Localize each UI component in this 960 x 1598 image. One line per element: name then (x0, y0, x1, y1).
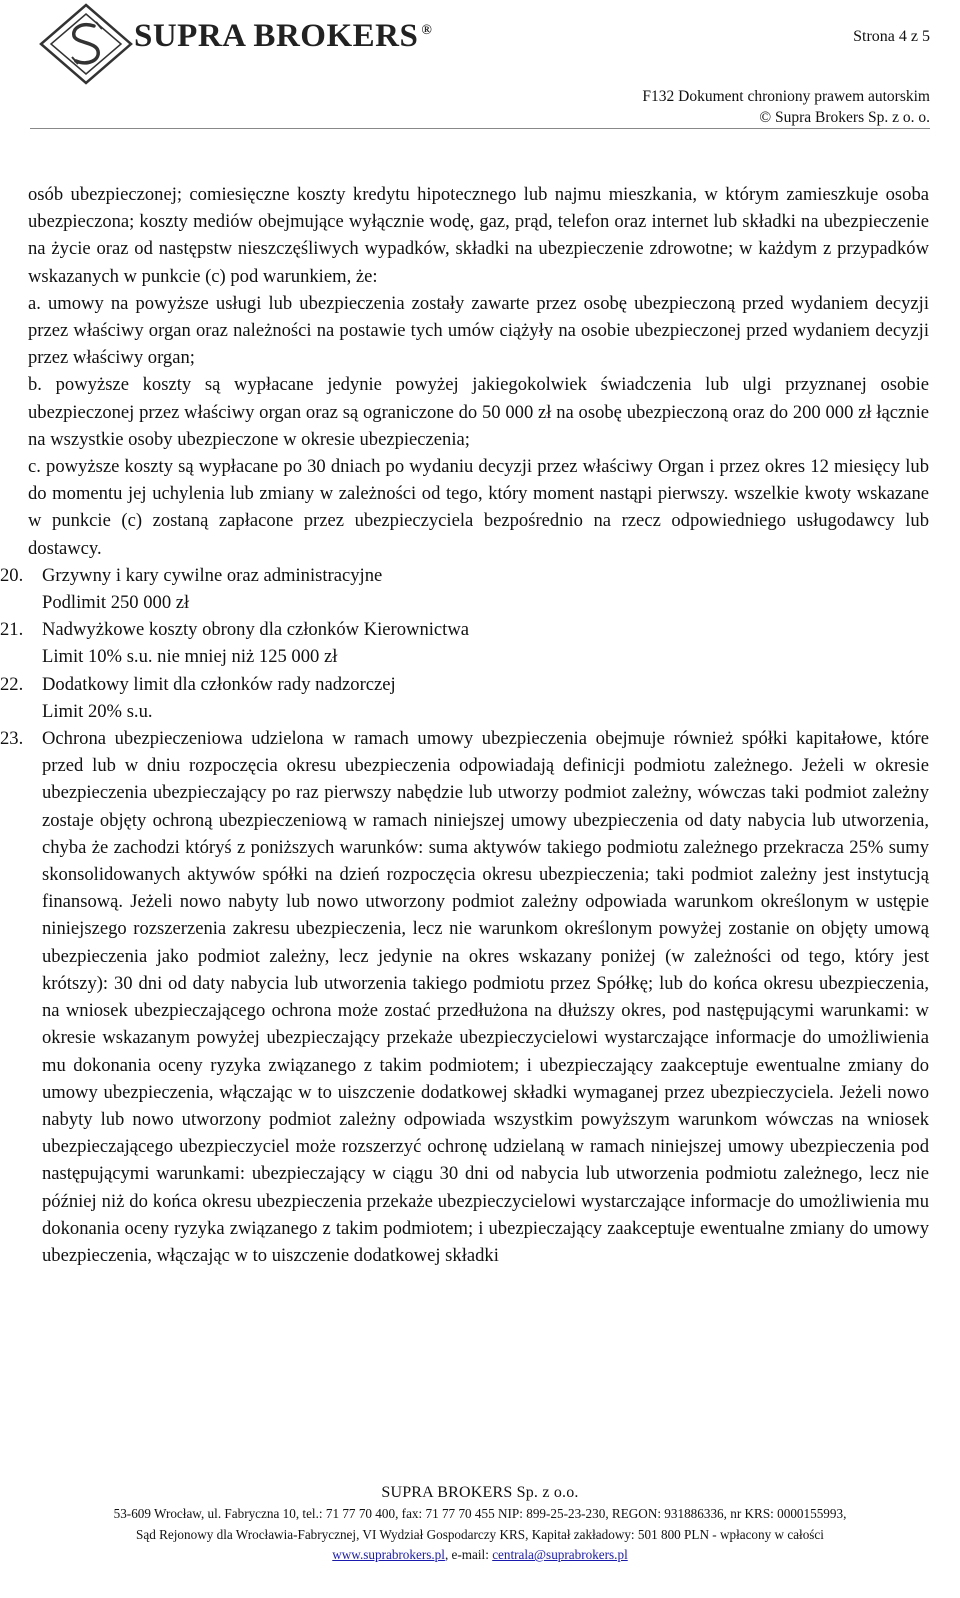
item-title: Grzywny i kary cywilne oraz administracyjne (42, 564, 383, 586)
header-divider (30, 128, 930, 129)
item-title: Nadwyżkowe koszty obrony dla członków Kierownictwa (42, 619, 470, 641)
point-b: b. powyższe koszty są wypłacane jedynie powyżej jakiegokolwiek świadczenia lub ulgi przyznanej osobie ubezpieczonej przez właściwy organ oraz są ograniczone do 50 000 zł na osobę ubezpieczoną oraz do 200 000 zł łącznie na wszystkie osoby ubezpieczone w okresie ubezpieczenia; (28, 374, 929, 450)
page-number: Strona 4 z 5 (853, 28, 930, 45)
footer-address: 53-609 Wrocław, ul. Fabryczna 10, tel.: 71 77 70 400, fax: 71 77 70 455 NIP: 899-25-23-230, REGON: 931886336, nr KRS: 0000155993, (113, 1506, 847, 1521)
item-limit: Podlimit 250 000 zł (42, 592, 190, 614)
item-number: 23. (0, 728, 24, 750)
item-title: Dodatkowy limit dla członków rady nadzorczej (42, 673, 396, 695)
page-header (0, 0, 960, 130)
item-number: 22. (0, 673, 24, 695)
list-item-23 (0, 725, 929, 1269)
supra-brokers-logo-icon (38, 2, 134, 86)
point-a: a. umowy na powyższe usługi lub ubezpieczenia zostały zawarte przez osobę ubezpieczoną przed wydaniem decyzji przez właściwy organ oraz należności na postawie tych umów ciążyły na osobie ubezpieczonej przed wydaniem decyzji przez właściwy organ; (28, 292, 929, 369)
copyright-line-1: F132 Dokument chroniony prawem autorskim (642, 88, 930, 105)
item-number: 21. (0, 619, 24, 641)
intro-paragraph: osób ubezpieczonej; comiesięczne koszty kredytu hipotecznego lub najmu mieszkania, w którym zamieszkuje osoba ubezpieczona; koszty mediów obejmujące wyłącznie wodę, gaz, prąd, telefon oraz internet lub składki na ubezpieczenie na życie oraz od następstw nieszczęśliwych wypadków, składki na ubezpieczenie zdrowotne; w każdym z przypadków wskazanych w punkcie (c) pod warunkiem, że: (28, 184, 929, 287)
footer-court-info: Sąd Rejonowy dla Wrocławia-Fabrycznej, VI Wydział Gospodarczy KRS, Kapitał zakładowy: 501 800 PLN - wpłacony w całości (136, 1526, 824, 1542)
page-footer (0, 1482, 960, 1566)
footer-company-name: SUPRA BROKERS Sp. z o.o. (381, 1484, 579, 1501)
email-label: , e-mail: (444, 1547, 493, 1562)
point-c: c. powyższe koszty są wypłacane po 30 dniach po wydaniu decyzji przez właściwy Organ i przez okres 12 miesięcy lub do momentu jej uchylenia lub zmiany w zależności od tego, który moment nastąpi pierwszy. wszelkie kwoty wskazane w punkcie (c) zostaną zapłacone przez ubezpieczyciela bezpośrednio na rzecz odpowiedniego usługodawcy lub dostawcy. (28, 456, 929, 559)
document-body (0, 181, 929, 1269)
item-limit: Limit 20% s.u. (42, 700, 153, 722)
email-link[interactable]: centrala@suprabrokers.pl (492, 1547, 628, 1562)
logo-wordmark: SUPRA BROKERS ® (134, 18, 433, 54)
copyright-notice (642, 86, 930, 128)
list-item-21 (0, 616, 929, 670)
list-item-22 (0, 671, 929, 725)
list-item-20 (0, 562, 929, 616)
website-link[interactable]: www.suprabrokers.pl (332, 1547, 445, 1562)
item-text: Ochrona ubezpieczeniowa udzielona w ramach umowy ubezpieczenia obejmuje również spółki kapitałowe, które przed lub w dniu rozpoczęcia okresu ubezpieczenia odpowiadają definicji podmiotu zależnego. Jeżeli w okresie ubezpieczenia ubezpieczający po raz pierwszy nabędzie lub utworzy podmiot zależny, wówczas taki podmiot zależny zostaje objęty ochroną ubezpieczeniową w ramach niniejszej umowy ubezpieczenia od daty nabycia lub utworzenia, chyba że zachodzi któryś z poniższych warunków: suma aktywów takiego podmiotu zależnego przekracza 25% sumy skonsolidowanych aktywów spółki na dzień rozpoczęcia okresu ubezpieczenia; taki podmiot zależny jest instytucją finansową. Jeżeli nowo nabyty lub nowo utworzony podmiot zależny odpowiada warunkom określonym w ustępie niniejszego rozszerzenia zakresu ubezpieczenia, lecz nie warunkom określonym powyżej zostanie on objęty umową ubezpieczenia jako podmiot zależny, lecz jedynie na okres wskazany poniżej (w zależności od tego, który jest krótszy): 30 dni od daty nabycia lub utworzenia takiego podmiotu przez Spółkę; lub do końca okresu ubezpieczenia, na wniosek ubezpieczającego ochrona może zostać przedłużona na dłuższy okres, pod następującymi warunkami: w okresie wskazanym powyżej ubezpieczający przekaże ubezpieczycielowi wystarczające informacje do umożliwienia mu dokonania oceny ryzyka związanego z takim podmiotem; i ubezpieczający zaakceptuje ewentualne zmiany do umowy ubezpieczenia, włączając w to uiszczenie dodatkowej składki wymaganej przez ubezpieczyciela. Jeżeli nowo nabyty lub nowo utworzony podmiot zależny odpowiada wszystkim powyższym warunkom wówczas na wniosek ubezpieczającego ubezpieczyciel może rozszerzyć ochronę udzielaną w ramach niniejszej umowy ubezpieczenia pod następującymi warunkami: ubezpieczający w ciągu 30 dni od nabycia lub utworzenia podmiotu zależnego, lecz nie później niż do końca okresu ubezpieczenia przekaże ubezpieczycielowi wystarczające informacje do umożliwienia mu dokonania oceny ryzyka związanego z takim podmiotem; i ubezpieczający zaakceptuje ewentualne zmiany do umowy ubezpieczenia, włączając w to uiszczenie dodatkowej składki (42, 728, 929, 1266)
footer-contact (0, 1545, 960, 1566)
copyright-line-2: © Supra Brokers Sp. z o. o. (759, 109, 930, 126)
item-limit: Limit 10% s.u. nie mniej niż 125 000 zł (42, 646, 338, 668)
item-number: 20. (0, 564, 24, 586)
